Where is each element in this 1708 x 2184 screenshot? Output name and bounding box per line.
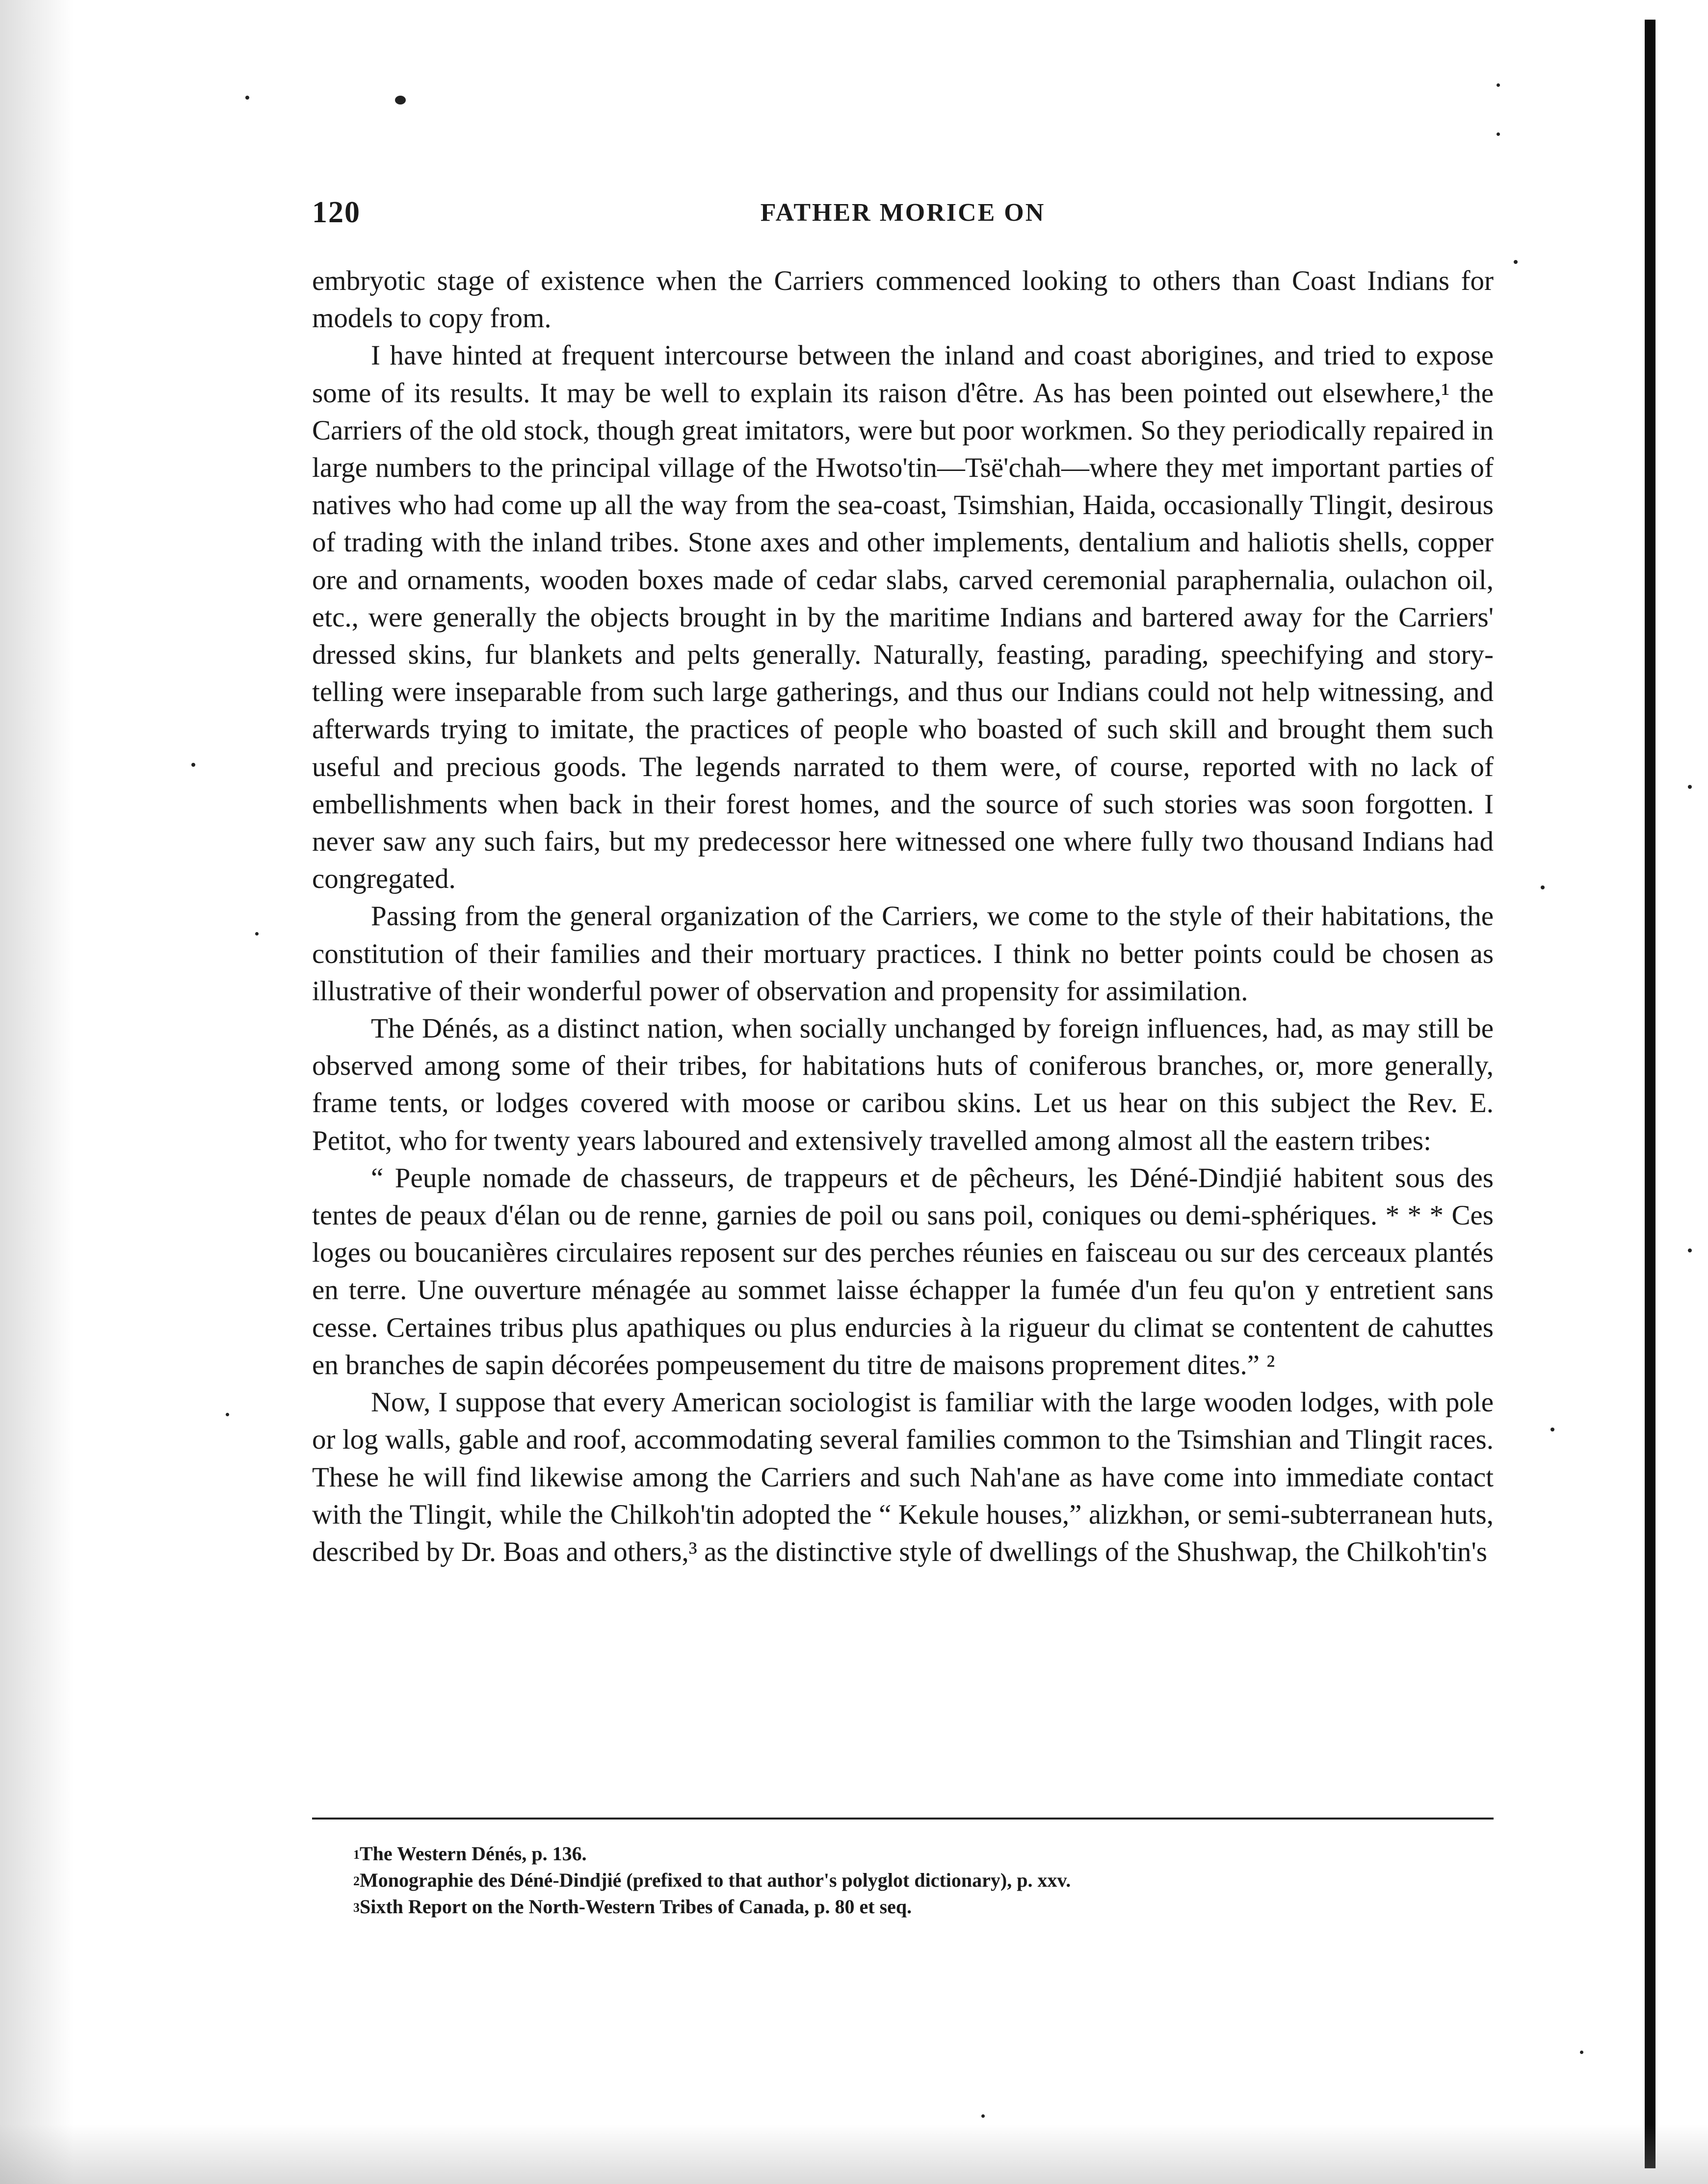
scan-speck bbox=[1497, 132, 1500, 136]
page-binding-edge bbox=[1645, 20, 1655, 2168]
paragraph: Passing from the general organization of the Carriers, we come to the style of their habitations, the constitution of their families and their mortuary practices. I think no better points could be chosen as illustrative of their wonderful power of observation and propensity for assimilation. bbox=[312, 901, 1494, 1007]
scan-speck bbox=[255, 932, 259, 936]
footnote-text: Sixth Report on the North-Western Tribes of Canada, p. 80 et seq. bbox=[360, 1896, 912, 1918]
scan-speck bbox=[226, 1413, 229, 1416]
scan-speck bbox=[1580, 2051, 1583, 2054]
scan-speck bbox=[395, 96, 406, 104]
scan-speck bbox=[981, 2114, 985, 2118]
scan-speck bbox=[191, 763, 195, 767]
scan-speck bbox=[245, 96, 249, 100]
scan-speck bbox=[1497, 83, 1500, 87]
footnote-mark: 3 bbox=[353, 1900, 360, 1915]
scan-speck bbox=[1688, 785, 1692, 789]
footnote-mark: 2 bbox=[353, 1874, 360, 1888]
footnote-divider bbox=[312, 1818, 1494, 1820]
footnote-text: Monographie des Déné-Dindjié (prefixed to that author's polyglot dictionary), p. xxv. bbox=[360, 1869, 1071, 1891]
page-number: 120 bbox=[312, 196, 361, 229]
page-header bbox=[312, 195, 1494, 230]
footnote-mark: 1 bbox=[353, 1847, 360, 1862]
scan-speck bbox=[1541, 885, 1545, 889]
scan-shadow-left bbox=[0, 0, 74, 2184]
quotation-paragraph: “ Peuple nomade de chasseurs, de trappeurs et de pêcheurs, les Déné-Dindjié habitent sous des tentes de peaux d'élan ou de renne, garnies de poil ou sans poil, coniques ou demi-sphériques. * * * Ces loges ou boucanières circulaires reposent sur des perches réunies en faisceau ou sur des cerceaux plantés en terre. Une ouverture ménagée au sommet laisse échapper la fumée d'un feu qu'on y entretient sans cesse. Certaines tribus plus apathiques ou plus endurcies à la rigueur du climat se contentent de cahuttes en branches de sapin décorées pompeusement du titre de maisons proprement dites.” ² bbox=[312, 1162, 1494, 1380]
paragraph: embryotic stage of existence when the Carriers commenced looking to others than Coast Indians for models to copy from. bbox=[312, 265, 1494, 334]
scan-speck bbox=[1550, 1428, 1554, 1431]
footnotes bbox=[353, 1841, 1492, 1920]
footnote bbox=[353, 1894, 1492, 1920]
footnote-text: The Western Dénés, p. 136. bbox=[360, 1843, 587, 1865]
scan-speck bbox=[1514, 260, 1518, 264]
footnote bbox=[353, 1867, 1492, 1894]
scan-shadow-bottom bbox=[0, 2124, 1708, 2184]
scan-speck bbox=[1688, 1248, 1692, 1252]
footnote bbox=[353, 1841, 1492, 1867]
paragraph: I have hinted at frequent intercourse between the inland and coast aborigines, and tried to expose some of its results. It may be well to explain its raison d'être. As has been pointed out elsewhere,¹ the Carriers of the old stock, though great imitators, were but poor workmen. So they periodically repaired in large numbers to the principal village of the Hwotso'tin—Tsë'chah—where they met important parties of natives who had come up all the way from the sea-coast, Tsimshian, Haida, occasionally Tlingit, desirous of trading with the inland tribes. Stone axes and other implements, dentalium and haliotis shells, copper ore and ornaments, wooden boxes made of cedar slabs, carved ceremonial paraphernalia, oulachon oil, etc., were generally the objects brought in by the maritime Indians and bartered away for the Carriers' dressed skins, fur blankets and pelts generally. Naturally, feasting, parading, speechifying and story-telling were inseparable from such large gatherings, and thus our Indians could not help witnessing, and afterwards trying to imitate, the practices of people who boasted of such skill and brought them such useful and precious goods. The legends narrated to them were, of course, reported with no lack of embellishments when back in their forest homes, and the source of such stories was soon forgotten. I never saw any such fairs, but my predecessor here witnessed one where fully two thousand Indians had congregated. bbox=[312, 340, 1494, 895]
body-text bbox=[312, 262, 1494, 1571]
paragraph: Now, I suppose that every American sociologist is familiar with the large wooden lodges, with pole or log walls, gable and roof, accommodating several families common to the Tsimshian and Tlingit races. These he will find likewise among the Carriers and such Nah'ane as have come into immediate contact with the Tlingit, while the Chilkoh'tin adopted the “ Kekule houses,” alizkhən, or semi-subterranean huts, described by Dr. Boas and others,³ as the distinctive style of dwellings of the Shushwap, the Chilkoh'tin's bbox=[312, 1387, 1494, 1567]
paragraph: The Dénés, as a distinct nation, when socially unchanged by foreign influences, had, as may still be observed among some of their tribes, for habitations huts of coniferous branches, or, more generally, frame tents, or lodges covered with moose or caribou skins. Let us hear on this subject the Rev. E. Petitot, who for twenty years laboured and extensively travelled among almost all the eastern tribes: bbox=[312, 1013, 1494, 1156]
running-title: FATHER MORICE ON bbox=[760, 199, 1046, 227]
